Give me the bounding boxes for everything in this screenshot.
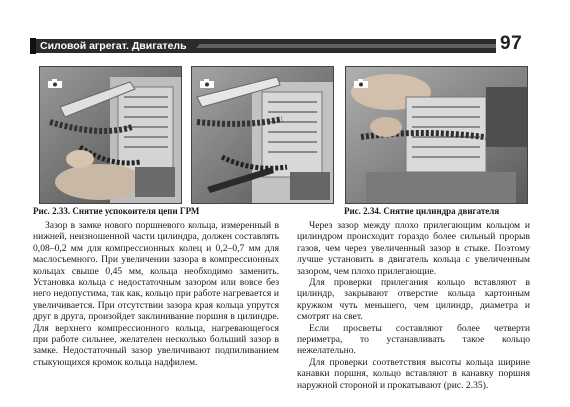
section-title: Силовой агрегат. Двигатель <box>40 39 193 53</box>
figure-2-34-photo <box>345 66 528 204</box>
header-tab-marker <box>30 38 36 54</box>
camera-icon <box>200 79 214 88</box>
figure-caption-2-34: Рис. 2.34. Снятие цилиндра двигателя <box>344 206 500 216</box>
figure-2-33-photo <box>39 66 182 204</box>
body-text-left-column <box>33 220 279 368</box>
figure-caption-2-33: Рис. 2.33. Снятие успокоителя цепи ГРМ <box>33 206 200 216</box>
figure-2-33-photo-second <box>191 66 334 204</box>
paragraph: Если просветы составляют более четверти периметра, то устанавливать такое кольцо нежелательно. <box>297 322 530 357</box>
paragraph: Через зазор между плохо прилегающим кольцом и цилиндром происходит гораздо более сильный прорыв газов, чем через увеличенный зазор в стыке. Поэтому лучше установить в двигатель кольца с увеличенным зазором, чем плохо прилегающие. <box>297 220 530 277</box>
paragraph: Зазор в замке нового поршневого кольца, измеренный в нижней, неизношенной части цилиндра, должен составлять 0,08–0,2 мм для компрессионных колец и 0,2–0,7 мм для маслосъемного. При увеличении зазора в компрессионных кольцах свыше 0,45 мм, кольца необходимо заменить. Установка кольца с недостаточным зазором или вовсе без него недопустима, так как, кольцо при работе нагревается и увеличивается. При отсутствии зазора края кольца упрутся друг в друга, произойдет заклинивание поршня в цилиндре. Для верхнего компрессионного кольца, нагревающегося при работе сильнее, желателен несколько больший зазор в замке. Недостаточный зазор увеличивают подпиливанием стыкующихся кромок кольца надфилем. <box>33 220 279 368</box>
page-number: 97 <box>500 33 523 54</box>
camera-icon <box>354 79 368 88</box>
header-stripe <box>190 44 496 48</box>
cylinder-photo-illustration <box>346 67 527 203</box>
camera-icon <box>48 79 62 88</box>
body-text-right-column <box>297 220 530 391</box>
paragraph: Для проверки прилегания кольцо вставляют в цилиндр, закрывают отверстие кольца картонным кружком чуть меньшего, чем цилиндр, диаметра и смотрят на свет. <box>297 277 530 323</box>
paragraph: Для проверки соответствия высоты кольца ширине канавки поршня, кольцо вставляют в канавку поршня наружной стороной и прокатывают (рис. 2.35). <box>297 356 530 391</box>
